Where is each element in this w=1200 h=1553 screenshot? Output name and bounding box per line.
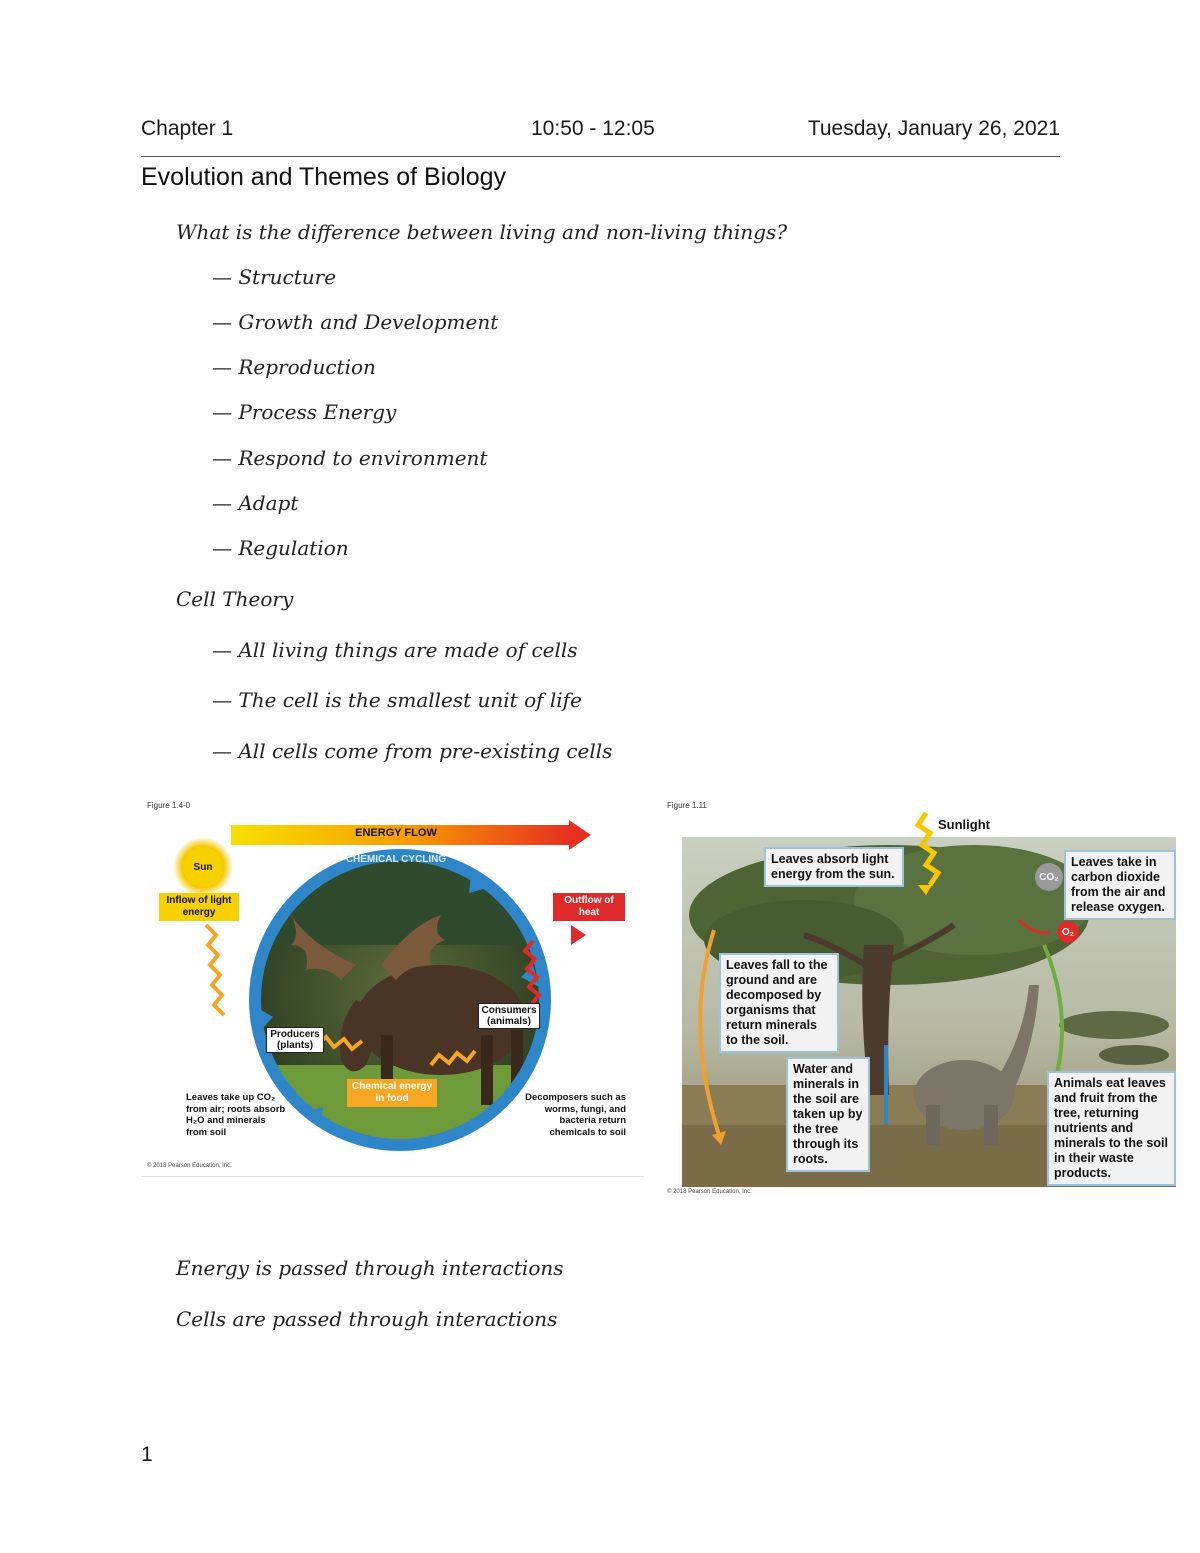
page-title: Evolution and Themes of Biology	[141, 163, 507, 191]
producers-label: Producers (plants)	[266, 1027, 324, 1053]
co2-label: CO₂	[1039, 872, 1059, 883]
question: What is the difference between living and non-living things?	[176, 220, 788, 244]
cell-theory-point: — All living things are made of cells	[212, 638, 578, 662]
sun-label: Sun	[193, 862, 213, 873]
decomposers-caption: Decomposers such as worms, fungi, and bacteria return chemicals to soil	[525, 1092, 626, 1138]
energy-flow-label: ENERGY FLOW	[355, 827, 437, 839]
callout-leaves-fall: Leaves fall to the ground and are decomposed by organisms that return minerals to the soil.	[719, 953, 839, 1053]
trait-item: — Adapt	[212, 491, 299, 515]
cell-theory-point: — The cell is the smallest unit of life	[212, 688, 582, 712]
figure-credit: © 2018 Pearson Education, Inc.	[147, 1163, 232, 1169]
cell-theory-point: — All cells come from pre-existing cells	[212, 739, 613, 763]
sunlight-label: Sunlight	[938, 817, 990, 832]
callout-absorb-light: Leaves absorb light energy from the sun.	[764, 847, 904, 887]
closing-note: Energy is passed through interactions	[176, 1256, 564, 1280]
o2-label: O₂	[1061, 927, 1075, 938]
trait-item: — Reproduction	[212, 355, 376, 379]
chapter-label: Chapter 1	[141, 117, 234, 140]
time-range: 10:50 - 12:05	[531, 117, 655, 140]
header	[141, 117, 1060, 147]
trait-item: — Regulation	[212, 536, 349, 560]
page-number: 1	[141, 1443, 153, 1466]
figure-label: Figure 1.4-0	[147, 801, 191, 810]
callout-animals: Animals eat leaves and fruit from the tree, returning nutrients and minerals to the soil in their waste products.	[1047, 1071, 1176, 1186]
consumers-label: Consumers (animals)	[478, 1003, 540, 1029]
date-label: Tuesday, January 26, 2021	[807, 117, 1060, 140]
figure-divider	[141, 1176, 644, 1177]
light-energy-arrow	[206, 925, 224, 1015]
callout-carbon-dioxide: Leaves take in carbon dioxide from the air and release oxygen.	[1064, 850, 1176, 920]
cell-theory-heading: Cell Theory	[176, 587, 294, 611]
trait-item: — Process Energy	[212, 400, 397, 424]
closing-note: Cells are passed through interactions	[176, 1307, 558, 1331]
trait-item: — Growth and Development	[212, 310, 499, 334]
trait-item: — Structure	[212, 265, 337, 289]
figure-energy-flow	[141, 795, 644, 1180]
leaves-caption: Leaves take up CO₂ from air; roots absorb H₂O and minerals from soil	[186, 1092, 286, 1138]
outflow-label: Outflow of heat	[553, 893, 625, 921]
inflow-label: Inflow of light energy	[159, 893, 239, 921]
chemical-cycling-label: CHEMICAL CYCLING	[345, 854, 447, 865]
header-divider	[141, 156, 1060, 157]
callout-water-minerals: Water and minerals in the soil are taken up by the tree through its roots.	[786, 1057, 870, 1172]
figure-credit: © 2018 Pearson Education, Inc.	[667, 1189, 752, 1195]
figure-label: Figure 1.11	[667, 801, 707, 810]
figure-tree-cycle	[664, 795, 1180, 1205]
trait-item: — Respond to environment	[212, 446, 488, 470]
chemical-energy-label: Chemical energy in food	[347, 1079, 437, 1107]
